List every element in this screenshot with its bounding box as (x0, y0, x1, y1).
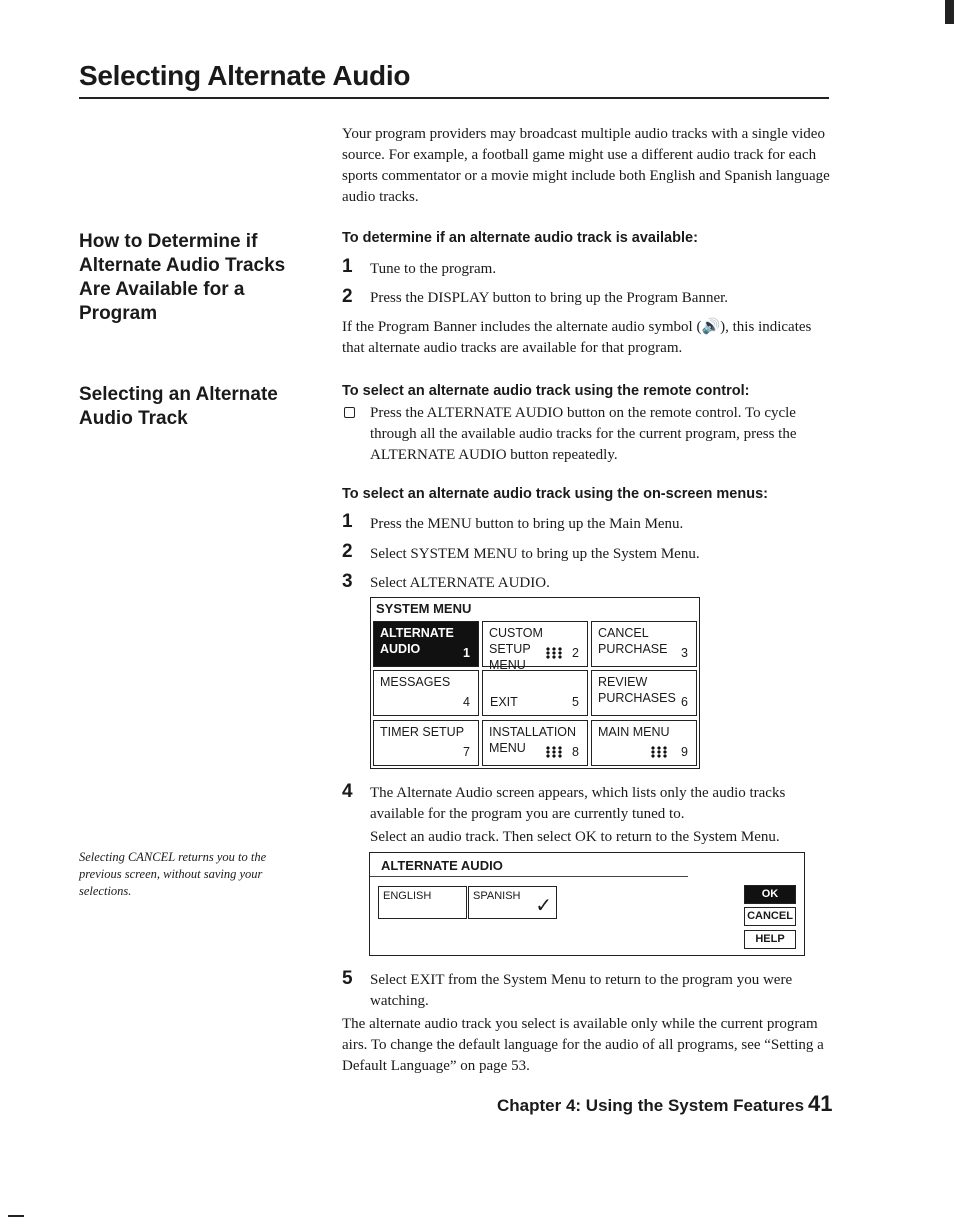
cell-label: MENU (489, 658, 526, 672)
cell-number: 5 (572, 695, 579, 709)
banner-symbol-paragraph: If the Program Banner includes the alternate audio symbol (🔊), this indicates that alternate audio tracks are available for that program. (342, 319, 812, 356)
cell-label: CANCEL (598, 626, 649, 640)
checkbox-bullet-icon (344, 407, 355, 418)
cell-label: ALTERNATE (380, 626, 454, 640)
step-text: Tune to the program. (370, 261, 497, 277)
step-text: The Alternate Audio screen appears, which lists only the audio tracks available for the program you are currently tuned to. (370, 785, 786, 822)
step-number: 4 (342, 781, 353, 802)
menu-cell-messages[interactable] (373, 670, 479, 716)
step-number: 3 (342, 571, 353, 592)
submenu-grid-icon (545, 746, 562, 758)
alternate-audio-title: ALTERNATE AUDIO (381, 858, 503, 873)
menu-cell-custom-setup[interactable] (482, 621, 588, 672)
step-text: Select ALTERNATE AUDIO. (370, 575, 550, 591)
cell-label: MENU (489, 741, 526, 755)
cell-number: 3 (681, 646, 688, 660)
title-underline (370, 876, 688, 877)
step-number: 1 (342, 256, 353, 277)
cell-number: 2 (572, 646, 579, 660)
side-heading-selecting: Selecting an Alternate Audio Track (79, 384, 278, 429)
track-english[interactable]: ENGLISH (378, 886, 467, 919)
step-4-followup: Select an audio track. Then select OK to return to the System Menu. (370, 829, 780, 845)
cancel-note: Selecting CANCEL returns you to the previous screen, without saving your selections. (79, 850, 267, 898)
cell-label: EXIT (490, 695, 518, 709)
scan-mark (8, 1215, 24, 1217)
chapter-footer: Chapter 4: Using the System Features (497, 1096, 805, 1115)
subheading-menus: To select an alternate audio track using the on-screen menus: (342, 486, 768, 502)
step-text: Select SYSTEM MENU to bring up the System Menu. (370, 546, 700, 562)
cell-label: REVIEW (598, 675, 648, 689)
menu-cell-cancel-purchase[interactable] (591, 621, 697, 667)
cell-number: 4 (463, 695, 470, 709)
cell-number: 7 (463, 745, 470, 759)
step-text: Select EXIT from the System Menu to return to the program you were watching. (370, 972, 793, 1009)
cell-label: CUSTOM SETUP (489, 626, 543, 656)
step-text: Press the MENU button to bring up the Main Menu. (370, 516, 684, 532)
system-menu-title: SYSTEM MENU (376, 601, 472, 616)
step-text: Press the DISPLAY button to bring up the Program Banner. (370, 290, 729, 306)
side-heading-determine: How to Determine if Alternate Audio Tracks Are Available for a Program (79, 231, 286, 324)
step-number: 2 (342, 541, 353, 562)
cell-label: MAIN MENU (598, 725, 670, 739)
subheading-determine: To determine if an alternate audio track is available: (342, 230, 698, 246)
cell-label: PURCHASES (598, 691, 676, 705)
page-title: Selecting Alternate Audio (79, 60, 411, 91)
step-number: 2 (342, 286, 353, 307)
step-number: 5 (342, 968, 353, 989)
cell-number: 6 (681, 695, 688, 709)
submenu-grid-icon (650, 746, 667, 758)
cell-label: AUDIO (380, 642, 421, 656)
track-spanish[interactable] (468, 886, 557, 919)
cell-label: TIMER SETUP (380, 725, 465, 739)
track-label: SPANISH (473, 890, 521, 902)
check-mark-icon: ✓ (535, 895, 552, 917)
cell-number: 8 (572, 745, 579, 759)
cell-number: 9 (681, 745, 688, 759)
step-number: 1 (342, 511, 353, 532)
help-button[interactable]: HELP (744, 930, 796, 949)
menu-cell-main-menu[interactable] (591, 720, 697, 766)
intro-paragraph: Your program providers may broadcast multiple audio tracks with a single video source. For example, a football game might use a different audio track for each sports commentator or a movie might include both English and Spanish language audio tracks. (342, 126, 830, 205)
menu-cell-review-purchases[interactable] (591, 670, 697, 716)
page-number: 41 (808, 1091, 833, 1116)
closing-paragraph: The alternate audio track you select is available only while the current program airs. To change the default language for the audio of all programs, see “Setting a Default Language” on page 53. (342, 1016, 824, 1074)
submenu-grid-icon (545, 647, 562, 659)
menu-cell-installation[interactable] (482, 720, 588, 766)
menu-cell-timer-setup[interactable] (373, 720, 479, 766)
cancel-button[interactable]: CANCEL (744, 907, 796, 926)
cell-label: MESSAGES (380, 675, 451, 689)
title-rule (79, 97, 829, 99)
menu-cell-exit[interactable] (482, 670, 588, 716)
ok-button[interactable]: OK (744, 885, 796, 904)
subheading-remote: To select an alternate audio track using the remote control: (342, 383, 750, 399)
edge-mark (945, 0, 954, 24)
cell-number: 1 (463, 646, 470, 660)
remote-instruction: Press the ALTERNATE AUDIO button on the remote control. To cycle through all the available audio tracks for the current program, press the ALTERNATE AUDIO button repeatedly. (370, 405, 797, 463)
cell-label: PURCHASE (598, 642, 668, 656)
menu-cell-alternate-audio[interactable] (373, 621, 479, 667)
cell-label: INSTALLATION (489, 725, 577, 739)
